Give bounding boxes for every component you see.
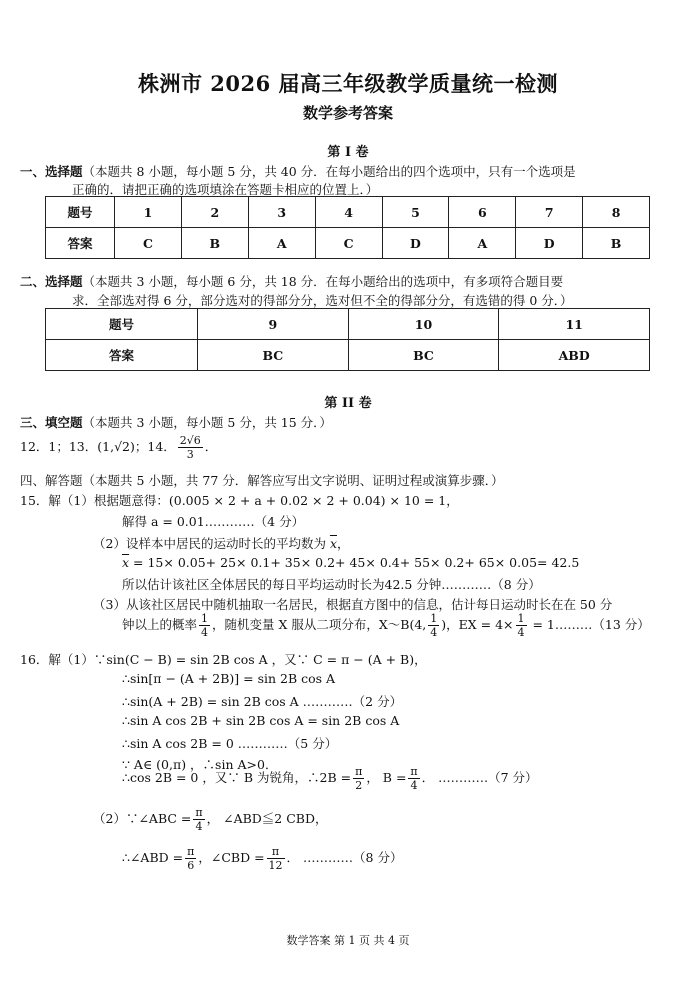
section4-desc	[20, 471, 504, 489]
answer-cell: B	[583, 228, 650, 259]
answer-cell: BC	[348, 340, 499, 371]
section1-desc-line1: （本题共 8 小题，每小题 5 分，共 40 分．在每小题给出的四个选项中，只有一个选项是	[82, 164, 576, 179]
section2-desc	[20, 272, 563, 290]
q15-line7: 钟以上的概率 $\frac{1}{4}$ ，随机变量 X 服从二项分布，X～B(4, $\frac{1}{4}$ )，EX = 4× $\frac{1}{4}$ = 1………（13 分）	[122, 612, 650, 639]
answer-cell: C	[315, 228, 382, 259]
question-number: 3	[248, 197, 315, 228]
row-header-question: 题号	[46, 197, 115, 228]
q16-line3: ∴sin(A + 2B) = sin 2B cos A …………（2 分）	[122, 694, 403, 709]
q16-line8: （2）∵∠ABC = $\frac{\pi}{4}$ ， ∠ABD≦2 CBD，	[93, 806, 328, 833]
fraction: $\frac{\pi}{4}$	[410, 765, 418, 792]
answer-cell: B	[181, 228, 248, 259]
q15-line5: 所以估计该社区全体居民的每日平均运动时长为42.5 分钟…………（8 分）	[122, 577, 541, 592]
question-number: 1	[115, 197, 182, 228]
question-number: 9	[198, 309, 349, 340]
question-number: 10	[348, 309, 499, 340]
answer-cell: A	[449, 228, 516, 259]
q16-line1: 16．解（1）∵sin(C − B) = sin 2B cos A ，又∵ C = π − (A + B)，	[20, 652, 427, 667]
page-subtitle: 数学参考答案	[302, 104, 393, 122]
row-header-answer: 答案	[46, 228, 115, 259]
section1-desc	[20, 162, 576, 180]
question-number: 8	[583, 197, 650, 228]
q15-line2: 解得 a = 0.01…………（4 分）	[122, 514, 305, 529]
row-header-answer: 答案	[46, 340, 198, 371]
fraction: $\frac{\pi}{4}$	[195, 806, 203, 833]
answer-cell: A	[248, 228, 315, 259]
page-title: 株洲市 2026 届高三年级教学质量统一检测	[137, 71, 559, 96]
q15-line1: 15．解（1）根据题意得：(0.005 × 2 + a + 0.02 × 2 + 0.04) × 10 = 1，	[20, 493, 459, 508]
page-footer: 数学答案 第 1 页 共 4 页	[286, 934, 410, 947]
q16-line5: ∴sin A cos 2B = 0 …………（5 分）	[122, 736, 338, 751]
question-number: 7	[516, 197, 583, 228]
q15-line6: （3）从该社区居民中随机抽取一名居民，根据直方图中的信息，估计每日运动时长在在 50 分	[93, 597, 613, 612]
table-row	[46, 228, 650, 259]
section1-desc-line2: 正确的．请把正确的选项填涂在答题卡相应的位置上．）	[72, 182, 379, 197]
section1-answer-table	[45, 196, 650, 259]
part2-heading: 第 II 卷	[324, 396, 372, 411]
q16-line2: ∴sin[π − (A + 2B)] = sin 2B cos A	[122, 671, 336, 686]
section3-label: 三、填空题	[20, 415, 83, 430]
fraction: $\frac{\pi}{6}$	[187, 845, 195, 872]
answer-cell: C	[115, 228, 182, 259]
section2-answer-table	[45, 308, 650, 371]
q15-line4: $\overline{x} = 15\times 0.05+ 25\times 0.1+ 35\times 0.2+ 45\times 0.4+ 55\times 0.2+ 65\times 0.05= 42.5$	[122, 555, 580, 570]
mean-symbol: $\overline{x}$	[122, 555, 130, 570]
answer-cell: D	[382, 228, 449, 259]
fraction: $\frac{1}{4}$	[517, 612, 525, 639]
table-row	[46, 197, 650, 228]
part1-heading: 第 I 卷	[327, 145, 369, 160]
question-number: 2	[181, 197, 248, 228]
section4-label: 四、解答题	[20, 473, 83, 488]
q16-line4: ∴sin A cos 2B + sin 2B cos A = sin 2B cos A	[122, 713, 400, 728]
answer-separator: ；14．	[134, 439, 176, 454]
section1-label: 一、选择题	[20, 164, 83, 179]
fraction: $\frac{1}{4}$	[430, 612, 438, 639]
q16-line7: ∴cos 2B = 0 ，又∵ B 为锐角，∴2B = $\frac{\pi}{2}$ ， B = $\frac{\pi}{4}$ ． …………（7 分）	[122, 765, 538, 792]
answer-cell: BC	[198, 340, 349, 371]
answer-cell: D	[516, 228, 583, 259]
fraction: $\frac{\pi}{2}$	[355, 765, 363, 792]
question-number: 11	[499, 309, 650, 340]
table-row	[46, 340, 650, 371]
answers-12-13-prefix: 12．1；13．	[20, 439, 98, 454]
section4-desc-text: （本题共 5 小题，共 77 分．解答应写出文字说明、证明过程或演算步骤．）	[82, 473, 504, 488]
mean-symbol: $\overline{x}$	[329, 536, 337, 551]
section2-label: 二、选择题	[20, 274, 83, 289]
row-header-question: 题号	[46, 309, 198, 340]
section2-desc-line2: 求．全部选对得 6 分，部分选对的得部分分，选对但不全的得部分分，有选错的得 0 分．）	[72, 293, 573, 308]
question-number: 4	[315, 197, 382, 228]
question-number: 6	[449, 197, 516, 228]
table-row	[46, 309, 650, 340]
q16-line9: ∴∠ABD = $\frac{\pi}{6}$ ，∠CBD = $\frac{\pi}{12}$ ． …………（8 分）	[122, 845, 403, 872]
answer-cell: ABD	[499, 340, 650, 371]
answer-14-fraction: $\frac{2√6}{3}$	[179, 434, 201, 461]
section2-desc-line1: （本题共 3 小题，每小题 6 分，共 18 分．在每小题给出的选项中，有多项符合题目要	[82, 274, 564, 289]
section3-desc	[20, 413, 332, 431]
q15-line3: （2）设样本中居民的运动时长的平均数为 $\overline{x}$，	[93, 536, 350, 551]
question-number: 5	[382, 197, 449, 228]
q16-line6: ∵ A∈ (0,π) ，∴sin A>0．	[122, 757, 278, 772]
answer-13: (1,√2)	[97, 439, 135, 454]
section3-desc-text: （本题共 3 小题，每小题 5 分，共 15 分．）	[82, 415, 332, 430]
fraction: $\frac{1}{4}$	[201, 612, 209, 639]
fraction: $\frac{\pi}{12}$	[268, 845, 283, 872]
section3-answers: 12．1；13．(1,√2)；14． $\frac{2√6}{3}$ ．	[20, 434, 218, 461]
